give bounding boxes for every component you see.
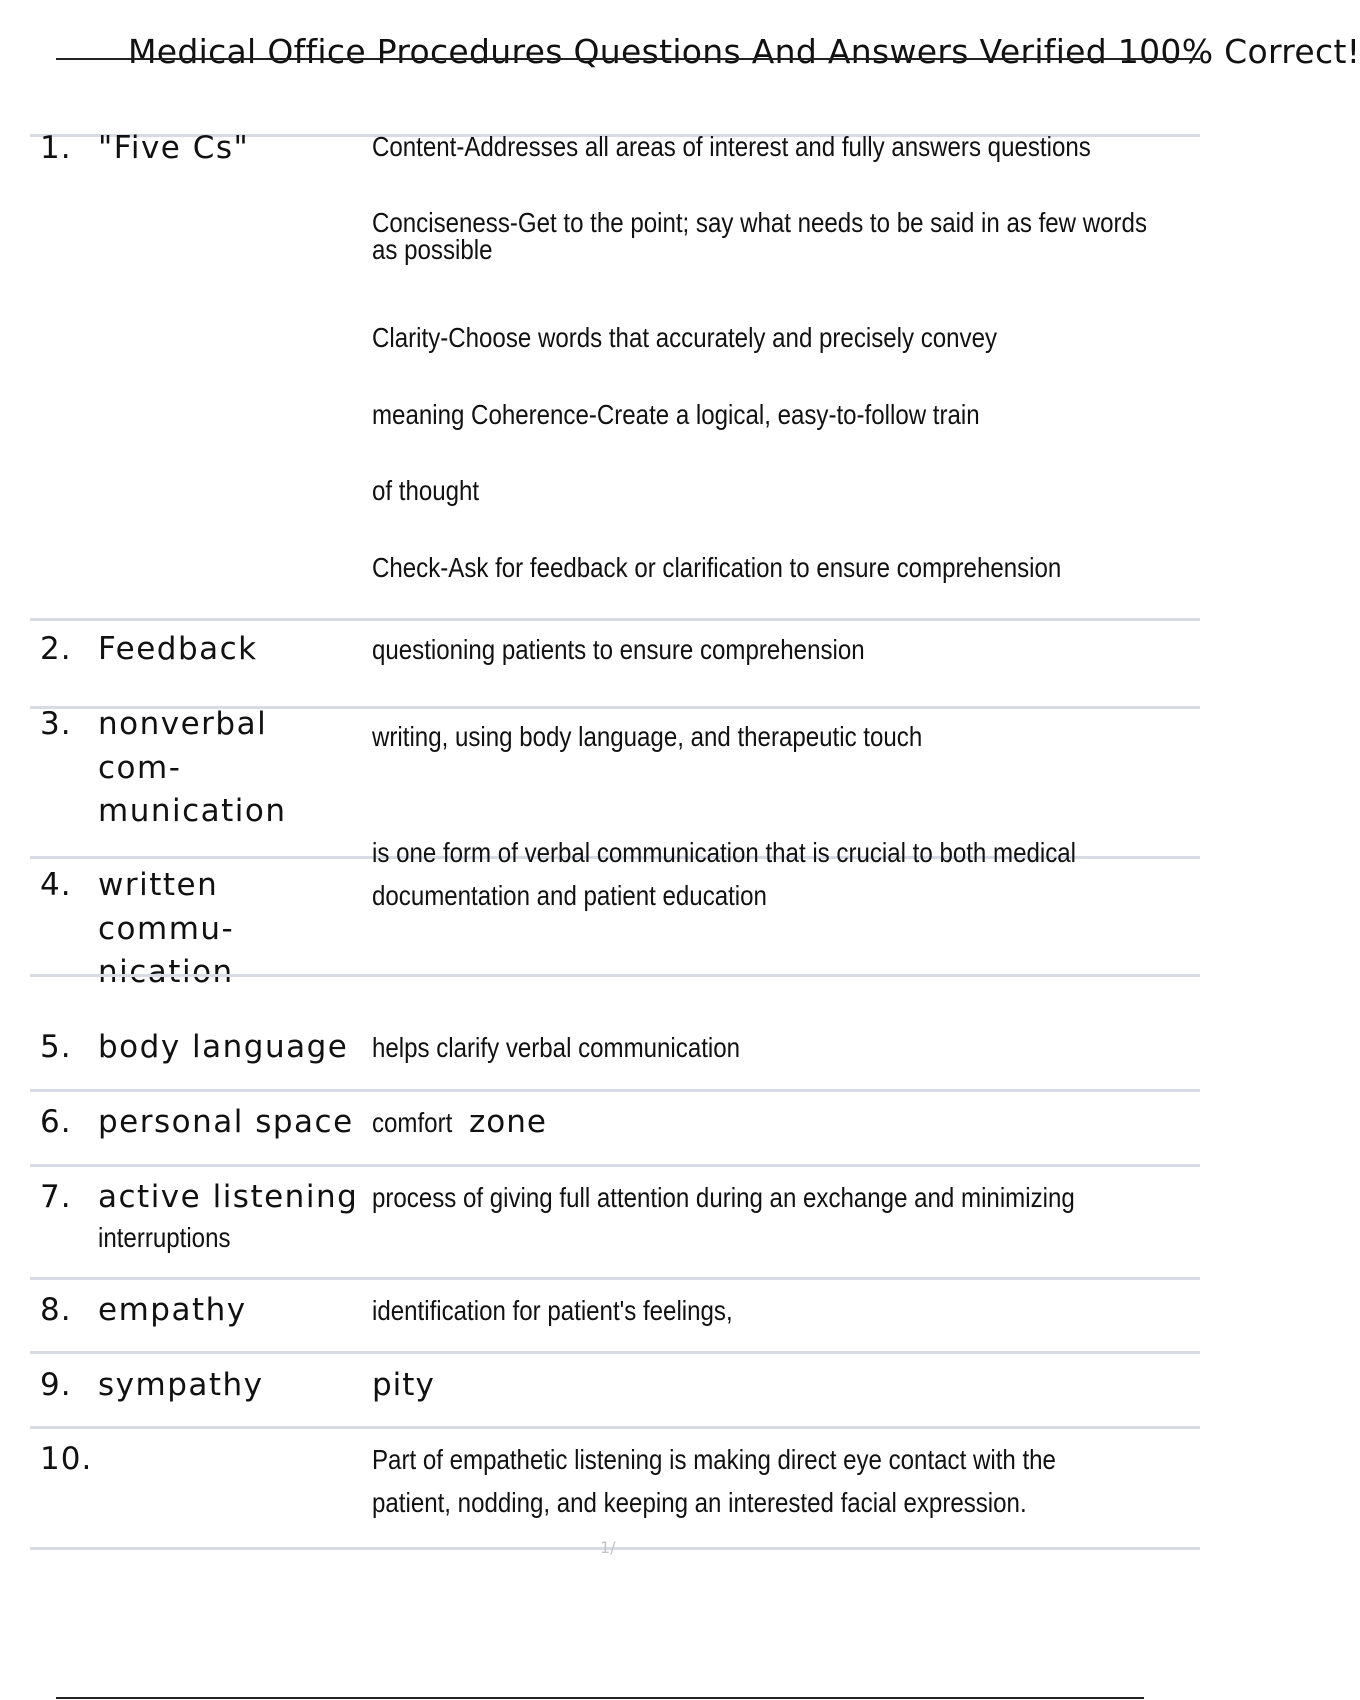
definition-line: Part of empathetic listening is making direct eye contact with the: [372, 1444, 1056, 1475]
item-number: 1.: [40, 130, 72, 166]
item-term-line: commu-: [98, 911, 235, 947]
row-divider: [30, 1089, 1200, 1092]
table-row: [0, 860, 1200, 990]
definition-line: Conciseness-Get to the point; say what needs to be said in as few words: [372, 207, 1147, 238]
definition-line: meaning Coherence-Create a logical, easy-to-follow train: [372, 399, 980, 430]
item-number: 6.: [40, 1104, 72, 1140]
definition-line: Clarity-Choose words that accurately and precisely convey: [372, 322, 998, 353]
item-term-line: nication: [98, 954, 234, 990]
definition-line: as possible: [372, 234, 493, 265]
definition-line: Check-Ask for feedback or clarification to ensure comprehension: [372, 552, 1062, 583]
page-marker: 1/: [600, 1538, 616, 1557]
page-bottom-line: [56, 1697, 1144, 1699]
row-divider: [30, 974, 1200, 977]
definition-line: Content-Addresses all areas of interest and fully answers questions: [372, 131, 1091, 162]
item-definition: process of giving full attention during an exchange and minimizing: [372, 1182, 1075, 1213]
item-number: 5.: [40, 1029, 72, 1065]
item-term: Feedback: [98, 631, 258, 667]
table-row: [0, 130, 1200, 616]
item-term: personal space: [98, 1104, 354, 1140]
item-term-line: com-: [98, 750, 182, 786]
item-number: 3.: [40, 706, 72, 742]
row-divider: [30, 1164, 1200, 1167]
definition-line: is one form of verbal communication that is crucial to both medical: [372, 837, 1076, 868]
title-strike-line: [56, 58, 1200, 60]
item-number: 7.: [40, 1179, 72, 1215]
item-term: "Five Cs": [98, 130, 250, 166]
row-divider: [30, 618, 1200, 621]
item-number: 8.: [40, 1292, 72, 1328]
definition-line: documentation and patient education: [372, 880, 767, 911]
item-number: 4.: [40, 867, 72, 903]
row-divider: [30, 1277, 1200, 1280]
definition-line: patient, nodding, and keeping an interested facial expression.: [372, 1487, 1027, 1518]
item-definition: comfort: [372, 1107, 453, 1138]
definition-line: of thought: [372, 475, 480, 506]
item-term-line: written: [98, 867, 219, 903]
item-number: 9.: [40, 1367, 72, 1403]
item-definition: identification for patient's feelings,: [372, 1295, 733, 1326]
item-definition-continuation: interruptions: [98, 1222, 231, 1253]
item-term: body language: [98, 1029, 349, 1065]
item-term: sympathy: [98, 1367, 264, 1403]
item-term-line: munication: [98, 793, 287, 829]
item-definition: helps clarify verbal communication: [372, 1032, 741, 1063]
item-definition: pity: [372, 1367, 435, 1403]
item-definition: writing, using body language, and therapeutic touch: [372, 721, 923, 752]
item-number: 2.: [40, 631, 72, 667]
document-title: Medical Office Procedures Questions And Answers Verified 100% Correct!: [128, 32, 1360, 71]
item-definition: questioning patients to ensure comprehension: [372, 634, 865, 665]
item-definition-emphasis: zone: [469, 1104, 547, 1140]
row-divider: [30, 1351, 1200, 1354]
item-term: active listening: [98, 1179, 359, 1215]
item-number: 10.: [40, 1441, 93, 1477]
item-term: empathy: [98, 1292, 247, 1328]
item-term-line: nonverbal: [98, 706, 268, 742]
row-divider: [30, 1426, 1200, 1429]
